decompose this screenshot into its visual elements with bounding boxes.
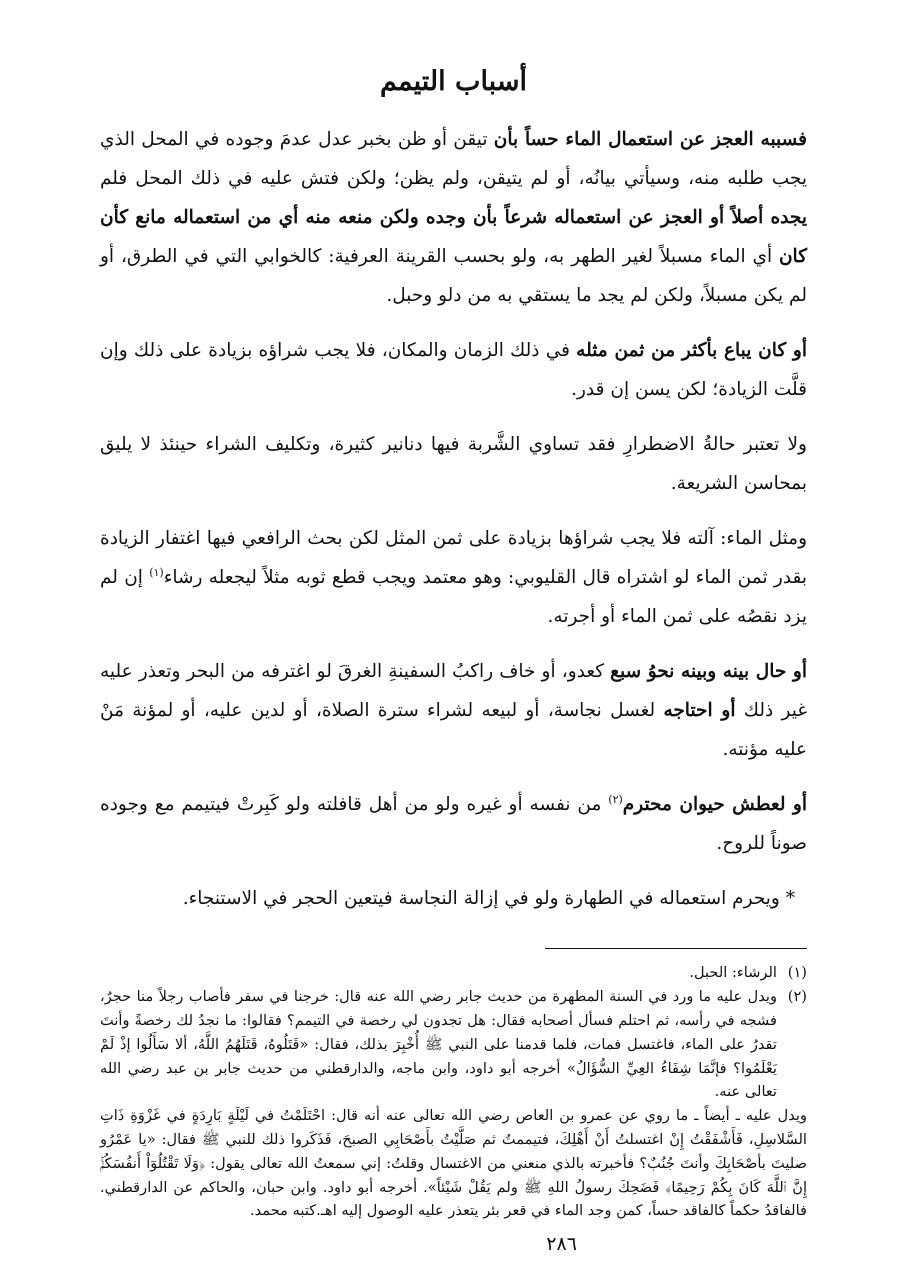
footnote-ref-2[interactable]: (٢) <box>608 793 623 807</box>
page-number: ٢٨٦ <box>546 1233 577 1256</box>
footnote-text: ويدل عليه ما ورد في السنة المطهرة من حديث جابر رضي الله عنه قال: خرجنا في سفر فأصاب رجلاً منا حجرٌ، فشجه في رأسه، ثم احتلم فسأل أصحابه فقال: هل تجدون لي رخصة في التيمم؟ فقالوا: ما نجدُ لك رخصةً وأنتَ تقدرُ على الماء، فاغتسل فمات، فلما قدمنا على النبي ﷺ أُخْبِرَ بذلك، فقال: «قَتَلُوهُ، قَتَلَهُمُ اللَّهُ، ألا سَأَلُوا إذْ لَمْ يَعْلَمُوا؟ فإنَّمَا شِفَاءُ العِيِّ السُّؤَالُ» أخرجه أبو داود، وابن ماجه، والدارقطني من حديث جابر بن عبد رضي الله تعالى عنه. <box>100 988 777 1101</box>
text-run: إن لم يزد نقصُه على ثمن الماء أو أجرته. <box>100 567 807 628</box>
paragraph-1 <box>100 120 807 315</box>
paragraph-7: * ويحرم استعماله في الطهارة ولو في إزالة النجاسة فيتعين الحجر في الاستنجاء. <box>182 888 795 910</box>
main-text <box>100 120 807 918</box>
bold-phrase: أو لعطش حيوان محترم <box>622 794 807 816</box>
bold-phrase: يجده أصلاً أو العجز عن استعماله شرعاً بأن وجده ولكن منعه منه أي من استعماله مانع كأن كان <box>100 207 807 268</box>
footnote-body <box>100 985 777 1104</box>
text-run: تيقن أو ظن بخبر عدل عدمَ وجوده في المحل الذي يجب طلبه منه، وسيأتي بيانُه، أو لم يتيقن، ولم يظن؛ ولكن فتش عليه في ذلك المحل فلم <box>100 129 807 190</box>
text-run: كعدو، أو خاف راكبُ السفينةِ الغرقَ لو اغترفه من البحر وتعذر عليه غير ذلك <box>100 661 807 722</box>
paragraph-3: ولا تعتبر حالةُ الاضطرارِ فقد تساوي الشَّربة فيها دنانير كثيرة، وتكليف الشراء حينئذ لا يليق بمحاسن الشريعة. <box>100 434 807 495</box>
footnote-2 <box>100 985 807 1104</box>
text-run: في ذلك الزمان والمكان، فلا يجب شراؤه بزيادة على ذلك وإن قلَّت الزيادة؛ لكن يسن إن قدر. <box>100 340 807 401</box>
footnote-text: الرشاء: الحبل. <box>689 964 777 982</box>
paragraph-2 <box>100 331 807 409</box>
footnotes <box>100 961 807 1223</box>
bold-phrase: أو حال بينه وبينه نحوُ سبع <box>610 661 807 683</box>
signature: كتبه محمد. <box>250 1202 317 1220</box>
bold-phrase: فسببه العجز عن استعمال الماء حساً بأن <box>493 129 807 151</box>
text-run: ومثل الماء: آلته فلا يجب شراؤها بزيادة على ثمن المثل لكن بحث الرافعي فيها اغتفار الزيادة بقدر ثمن الماء لو اشتراه قال القليوبي: وهو معتمد ويجب قطع ثوبه مثلاً ليجعله رشاء <box>100 528 808 589</box>
page-title: أسباب التيمم <box>380 66 527 97</box>
footnote-number: (٢) <box>787 988 807 1006</box>
paragraph-6 <box>100 785 807 863</box>
text-run: أي الماء مسبلاً لغير الطهر به، ولو بحسب القرينة العرفية: كالخوابي التي في الطرق، أو لم يكن مسبلاً، ولكن لم يجد ما يستقي به من دلو وحبل. <box>100 246 807 307</box>
footnote-1 <box>100 961 807 985</box>
footnote-text: ويدل عليه ـ أيضاً ـ ما روي عن عمرو بن العاص رضي الله تعالى عنه أنه قال: احْتَلَمْتُ في لَيْلَةٍ بَارِدَةٍ في غَزْوَةِ ذَاتِ السَّلاسِلِ، فَأَشْفَقْتُ إِنْ اغتسلتُ أَنْ أَهْلِكَ، فتيممتُ ثم صَلَّيْتُ بأَصْحَابِي الصبحَ، فَذَكَروا ذلك للنبي ﷺ فقال: «يا عَمْرُو صليتَ بأصْحَابِكَ وأنتَ جُنُبٌ؟ فأخبرته بالذي منعني من الاغتسال وقلتُ: إني سمعتُ الله تعالى يقول: ﴿وَلَا تَقْتُلُوٓاْ أَنفُسَكُمْۚ إِنَّ ٱللَّهَ كَانَ بِكُمْ رَحِيمًا﴾ فَضَحِكَ رسولُ اللهِ ﷺ ولم يَقُلْ شَيْئاً». أخرجه أبو داود. وابن حبان، والحاكم عن الدارقطني. فالفاقدُ حكماً كالفاقد حساً، كمن وجد الماء في قعر بئر يتعذر عليه الوصول إليه اهـ. <box>100 1107 807 1220</box>
text-run: لغسل نجاسة، أو لبيعه لشراء سترة الصلاة، أو لدين عليه، أو لمؤنة مَنْ عليه مؤنته. <box>100 700 807 761</box>
bold-phrase: أو كان يباع بأكثر من ثمن مثله <box>576 340 808 362</box>
paragraph-4 <box>100 519 807 636</box>
paragraph-5 <box>100 652 807 769</box>
footnote-ref-1[interactable]: (١) <box>149 566 164 580</box>
footnote-number: (١) <box>787 964 807 982</box>
footnote-divider <box>545 948 807 949</box>
footnote-continuation <box>100 1104 807 1223</box>
bold-phrase: أو احتاجه <box>663 700 736 722</box>
text-run: من نفسه أو غيره ولو من أهل قافلته ولو كَبِرتْ فيتيمم مع وجوده صوناً للروح. <box>100 794 807 855</box>
